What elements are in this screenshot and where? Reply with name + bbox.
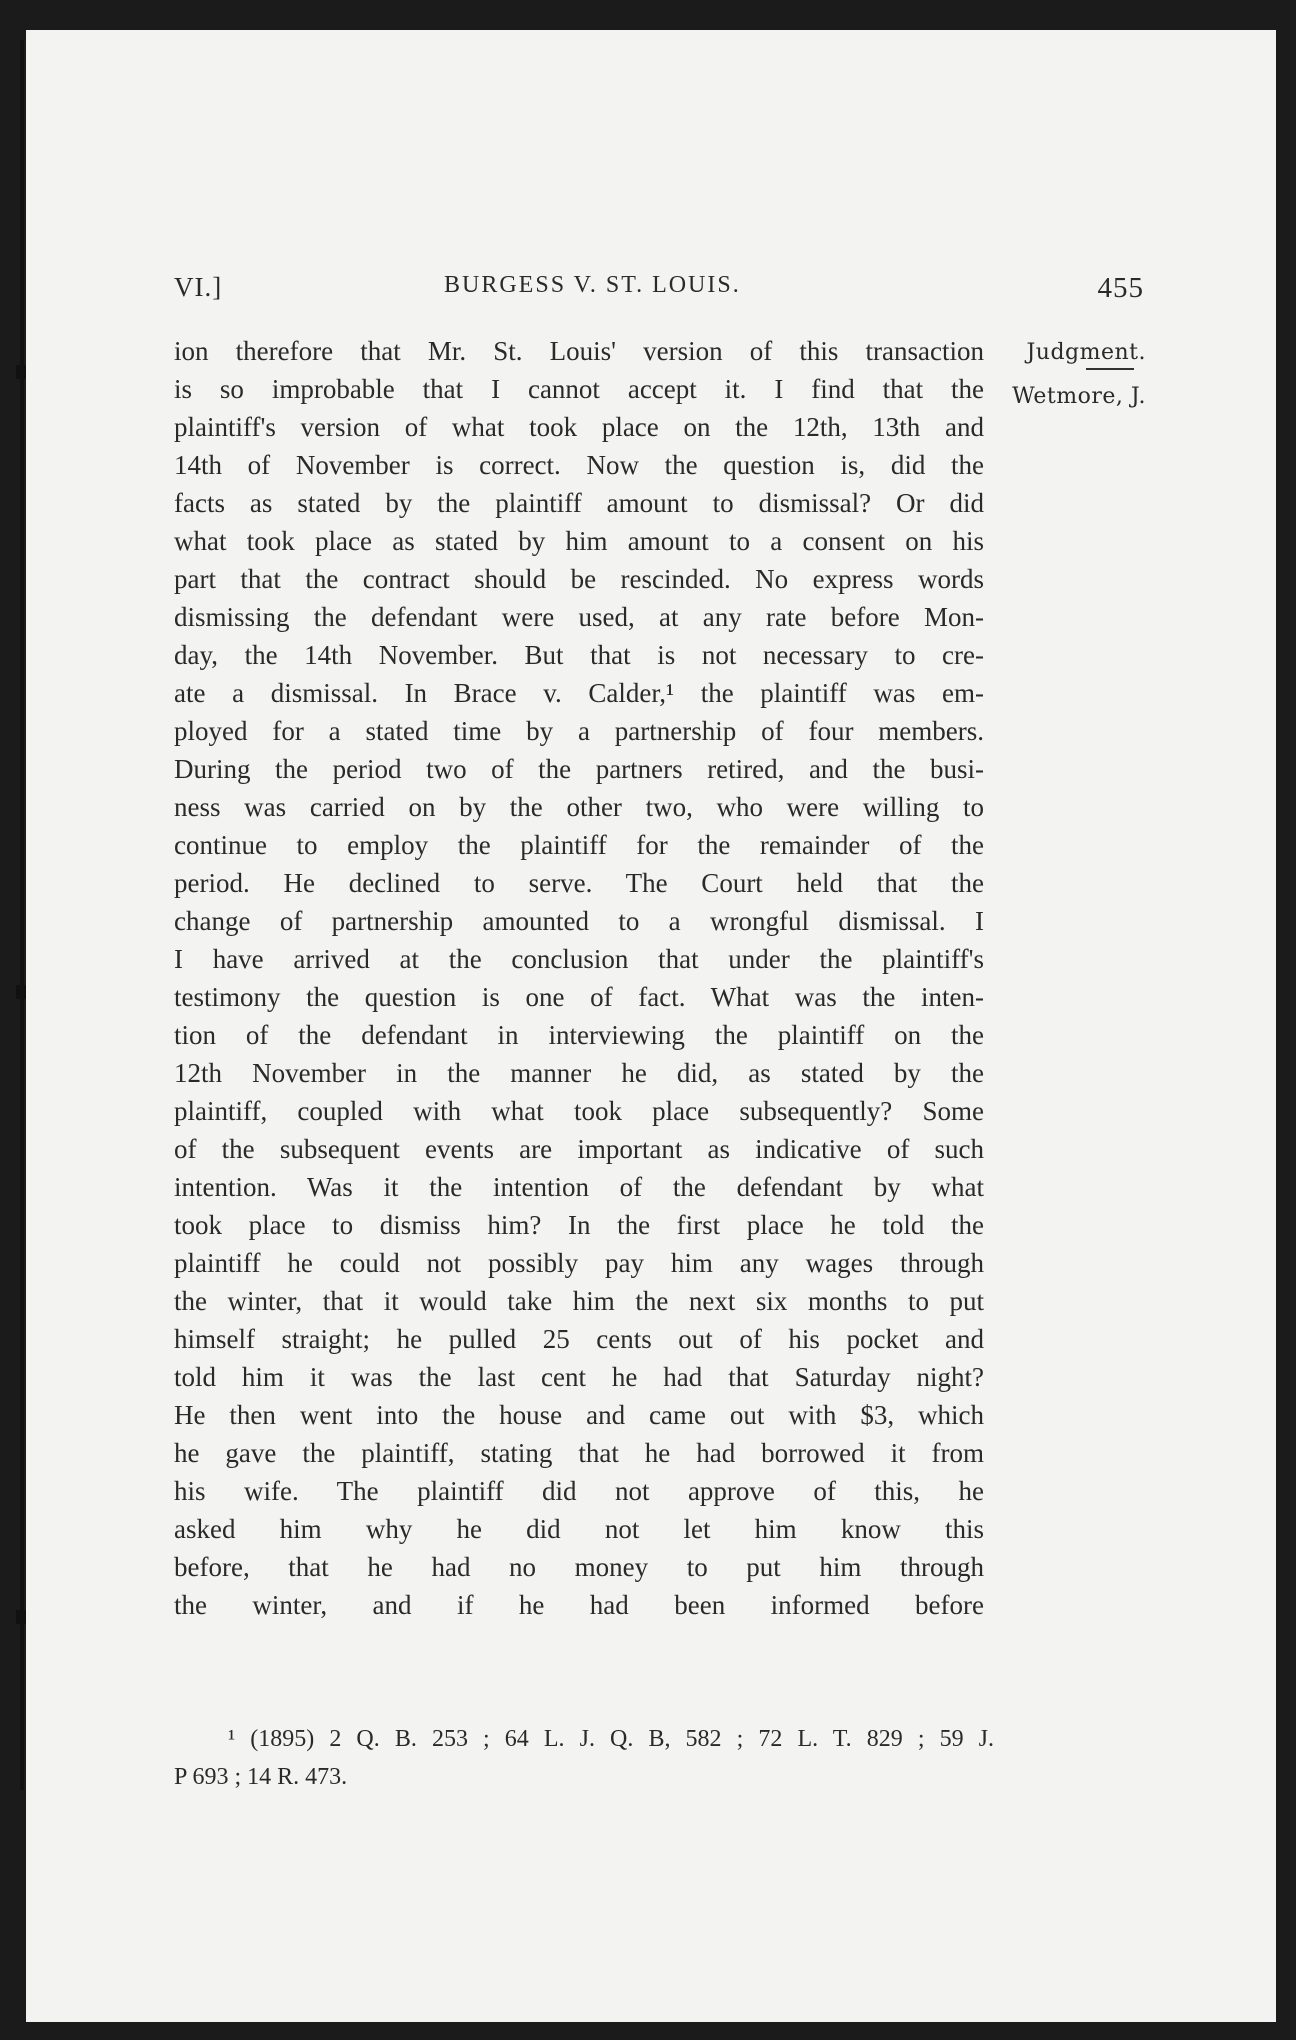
margin-judge: Wetmore, J. [1012,384,1146,409]
text-line: the winter, and if he had been informed before [174,1590,984,1620]
text-line: plaintiff, coupled with what took place subsequently? Some [174,1096,984,1126]
page-number: 455 [1097,272,1144,304]
text-line: facts as stated by the plaintiff amount to dismissal? Or did [174,488,984,518]
text-line: told him it was the last cent he had that Saturday night? [174,1362,984,1392]
text-line: period. He declined to serve. The Court held that the [174,868,984,898]
text-line: 12th November in the manner he did, as stated by the [174,1058,984,1088]
text-line: 14th of November is correct. Now the question is, did the [174,450,984,480]
spine-mark [16,985,26,999]
text-line: He then went into the house and came out with $3, which [174,1400,984,1430]
text-line: tion of the defendant in interviewing the plaintiff on the [174,1020,984,1050]
text-line: part that the contract should be rescinded. No express words [174,564,984,594]
body-text [174,332,984,1624]
footnote [174,1720,994,1796]
text-line: is so improbable that I cannot accept it. I find that the [174,374,984,404]
case-title: BURGESS V. ST. LOUIS. [444,272,741,298]
text-line: I have arrived at the conclusion that under the plaintiff's [174,944,984,974]
text-line: plaintiff he could not possibly pay him any wages through [174,1248,984,1278]
text-line: testimony the question is one of fact. What was the inten- [174,982,984,1012]
running-header [174,272,1144,312]
text-line: asked him why he did not let him know this [174,1514,984,1544]
text-line: of the subsequent events are important as indicative of such [174,1134,984,1164]
text-line: During the period two of the partners retired, and the busi- [174,754,984,784]
text-line: took place to dismiss him? In the first place he told the [174,1210,984,1240]
text-line: intention. Was it the intention of the defendant by what [174,1172,984,1202]
text-line: ness was carried on by the other two, who were willing to [174,792,984,822]
spine-mark [16,1610,26,1624]
text-line: continue to employ the plaintiff for the remainder of the [174,830,984,860]
book-spine-edge [20,40,24,1790]
margin-label: Judgment. [1026,340,1146,365]
text-line: plaintiff's version of what took place on the 12th, 13th and [174,412,984,442]
text-line: change of partnership amounted to a wrongful dismissal. I [174,906,984,936]
footnote-line: ¹ (1895) 2 Q. B. 253 ; 64 L. J. Q. B, 582 ; 72 L. T. 829 ; 59 J. [228,1726,994,1752]
chapter-label: VI.] [174,272,223,302]
text-line: ate a dismissal. In Brace v. Calder,¹ the plaintiff was em- [174,678,984,708]
text-line: his wife. The plaintiff did not approve of this, he [174,1476,984,1506]
text-line: dismissing the defendant were used, at any rate before Mon- [174,602,984,632]
text-line: before, that he had no money to put him through [174,1552,984,1582]
text-line: himself straight; he pulled 25 cents out of his pocket and [174,1324,984,1354]
text-line: day, the 14th November. But that is not necessary to cre- [174,640,984,670]
text-line: the winter, that it would take him the next six months to put [174,1286,984,1316]
text-line: ion therefore that Mr. St. Louis' version of this transaction [174,336,984,366]
text-line: what took place as stated by him amount to a consent on his [174,526,984,556]
footnote-line: P 693 ; 14 R. 473. [174,1764,348,1790]
spine-mark [16,365,26,379]
text-line: he gave the plaintiff, stating that he had borrowed it from [174,1438,984,1468]
text-line: ployed for a stated time by a partnership of four members. [174,716,984,746]
margin-note [986,332,1146,418]
